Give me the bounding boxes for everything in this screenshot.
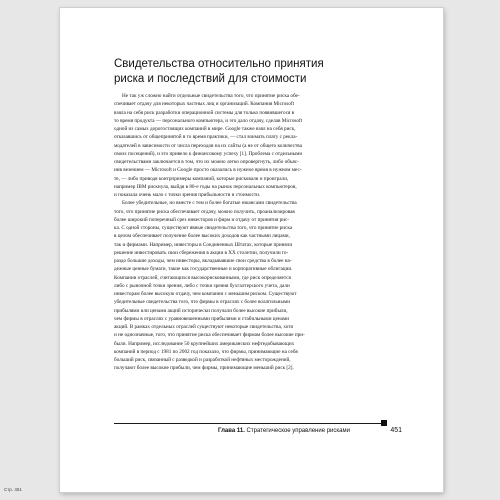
body-text-line: те, — либо приводя контрпримеры компаний, которые рисковали и проиграли, [114,175,289,182]
body-text-line: так и фирмами. Например, инвесторы в Соединенных Штатах, которые приняли [114,241,293,248]
body-text-line: Не так уж сложно найти отдельные свидетельства того, что принятие риска обе- [122,93,300,99]
body-text-line: Более убедительные, но вместе с тем и более богатые нюансами свидетельства [122,200,297,207]
page-number: 451 [390,427,402,434]
body-text-line: получают более высокие прибыли, чем фирмы, принимающие меньший риск [2]. [114,365,294,372]
chapter-label: Глава 11. [218,428,245,434]
body-text-line: своих посещений), и это привело к финансовому успеху [1]. Проблема с отдельными [114,150,303,157]
running-footer [218,427,368,435]
page-indicator: Стр. 451 [4,487,22,492]
body-text-line: спечивает отдачу для некоторых частных лиц и организаций. Компания Microsoft [114,101,295,108]
body-text-line: больший риск, связанный с разведкой и разработкой нефтяных месторождений, [114,357,291,363]
section-heading-line-1: Свидетельства относительно принятия [114,58,324,70]
body-text-line: чем фирмы в отраслях с уравновешенными прибылями и стабильными ценами [114,315,290,322]
body-text [114,92,402,373]
body-text-line: отказавшись от общепринятой в то время практики, — стал взимать плату с рекла- [114,134,298,141]
body-text-line: прибылями или ценами акций исторически получали более высокие прибыли, [114,307,288,314]
body-text-line: Компании отраслей, считающихся высокорискованными, где риск определяется [114,274,291,281]
body-text-line: инвесторам более высокую отдачу, чем компании с меньшим риском. Существуют [114,291,297,297]
body-text-line: решение инвестировать свои сбережения в акции в XX столетии, получили го- [114,249,289,256]
chapter-title: Стратегическое управление рисками [246,428,350,434]
body-text-line: нив везением — Microsoft и Google просто оказались в нужное время в нужном мес- [114,167,302,174]
section-heading [114,57,414,87]
body-text-line: и показала очень мало с точки зрения прибыльности и стоимости. [114,192,261,198]
body-text-line: дежные ценные бумаги, такие как государственные и корпоративные облигации. [114,266,293,273]
body-text-line: того, что принятие риска обеспечивает отдачу, можно получить, проанализировав [114,208,295,215]
body-text-line: в целом обеспечивает получение более высоких доходов как частными лицами, [114,233,290,240]
body-text-line: взяла на себя риск разработки операционной системы для только появившегося в [114,109,295,116]
body-text-line: убедительные свидетельства того, что фирмы в отраслях с более волатильными [114,299,291,306]
body-text-line: акций. В рамках отдельных отраслей существуют некоторые свидетельства, хотя [114,324,293,330]
body-text-line: и не однозначные, того, что принятие риска обеспечивает фирмам более высокие при- [114,332,305,339]
body-text-line: более широкий поперечный срез инвесторов и фирм и отдачу от принятия рис- [114,216,290,223]
body-text-line: либо с рыночной точки зрения, либо с точки зрения бухгалтерского учета, дали [114,282,290,289]
body-text-line: ка. С одной стороны, существуют явные свидетельства того, что принятие риска [114,225,293,231]
body-text-line: были. Например, исследование 50 крупнейших американских нефтедобывающих [114,340,295,347]
body-text-line: компаний в период с 1981 по 2002 год показало, что фирмы, принимающие на себя [114,348,298,355]
footer-rule [114,423,384,424]
body-text-line: то время продукта — персонального компьютера, и это дало отдачу, сделав Microsoft [114,117,303,124]
section-heading-line-2: риска и последствий для стоимости [114,73,307,85]
body-text-line: свидетельствами заключается в том, что их можно легко опровергнуть, либо объяс- [114,159,299,165]
body-text-line: раздо большие доходы, чем инвесторы, вкладывавшие свои средства в более на- [114,258,292,264]
body-text-line: одной из самых дорогостоящих компаний в мире. Google также взял на себя риск, [114,126,296,132]
body-text-line: например IBM рискнула, выйдя в 80-е годы на рынок персональных компьютеров, [114,183,297,190]
body-text-line: модателей в зависимости от числа переходов на их сайты (а не от общего количества [114,142,302,149]
